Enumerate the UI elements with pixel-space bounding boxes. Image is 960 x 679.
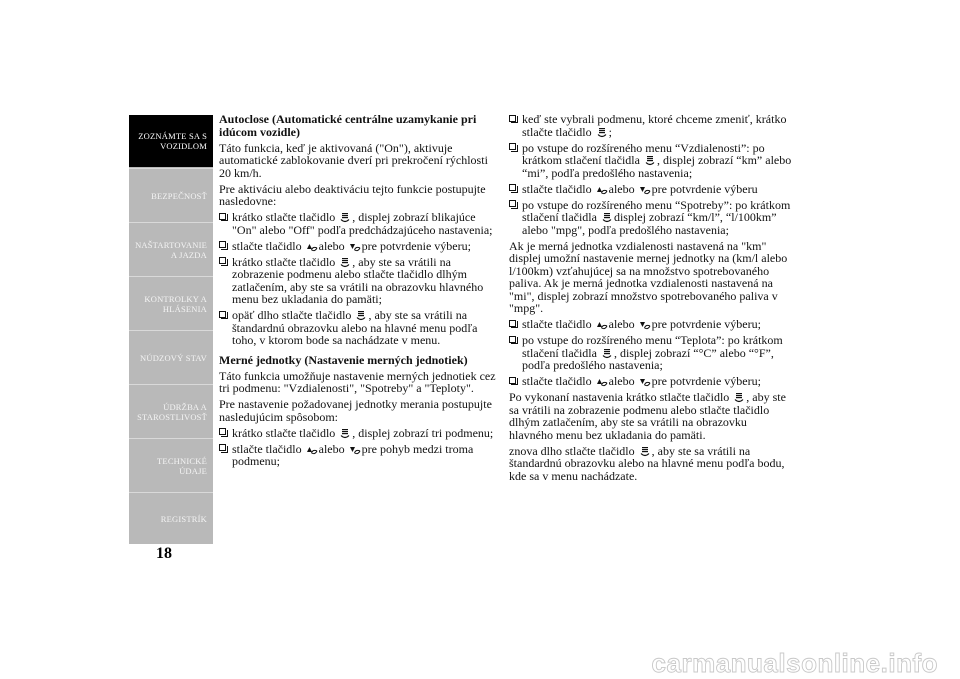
down-arrow-button-icon (349, 241, 361, 252)
section-heading-units: Merné jednotky (Nastavenie merných jednotiek) (219, 352, 468, 367)
section-heading-autoclose: Autoclose (Automatické centrálne uzamykanie pri idúcom vozidle) (219, 112, 477, 139)
checkbox-bullet-icon (219, 257, 226, 264)
down-arrow-button-icon (639, 184, 651, 195)
bullet-item: krátko stlačte tlačidlo , displej zobrazí blikajúce "On" alebo "Off" podľa predchádzajúceho nastavenia; (219, 211, 501, 236)
checkbox-bullet-icon (219, 241, 226, 248)
paragraph: Táto funkcia umožňuje nastavenie merných jednotiek cez tri podmenu: "Vzdialenosti", "Spotreby" a "Teploty". (219, 368, 496, 395)
page-number: 18 (156, 545, 172, 562)
bullet-item: keď ste vybrali podmenu, ktoré chceme zmeniť, krátko stlačte tlačidlo ; (509, 113, 793, 138)
bullet-item: stlačte tlačidlo alebo pre potvrdenie výberu (509, 183, 793, 196)
menu-button-icon (733, 392, 745, 403)
up-arrow-button-icon (306, 444, 318, 455)
menu-button-icon (601, 348, 613, 359)
down-arrow-button-icon (349, 444, 361, 455)
paragraph: Ak je merná jednotka vzdialenosti nastavená na "km" displej umožní nastavenie mernej jednotky na (km/l alebo l/100km) vzťahujúcej sa na množstvo spotrebovaného paliva. Ak je merná jednotka vzdialenosti nastavená na "mi", displej zobrazí množstvo spotrebovaného paliva v "mpg". (509, 238, 788, 315)
menu-button-icon (639, 446, 651, 457)
menu-button-icon (601, 212, 613, 223)
paragraph: Pre aktiváciu alebo deaktiváciu tejto funkcie postupujte nasledovne: (219, 181, 486, 208)
bullet-item: po vstupe do rozšíreného menu “Spotreby”: po krátkom stlačení tlačidla displej zobrazí “km/l”, “l/100km” alebo "mpg", podľa predošlého nastavenia; (509, 199, 793, 237)
checkbox-bullet-icon (509, 200, 516, 207)
bullet-item: opäť dlho stlačte tlačidlo , aby ste sa vrátili na štandardnú obrazovku alebo na hlavné menu podľa toho, v ktorom bode sa nachádzate v menu. (219, 309, 501, 347)
svg-text:carmanualsonline.info: carmanualsonline.info (651, 651, 938, 677)
chapter-tab-warnings[interactable]: KONTROLKY A HLÁSENIA (144, 293, 207, 314)
paragraph: Po vykonaní nastavenia krátko stlačte tlačidlo , aby ste sa vrátili na zobrazenie podmenu alebo stlačte tlačidlo dlhým zatlačením, aby ste sa vrátili na obrazovku hlavného menu bez ukladania do pamäti. (509, 390, 786, 442)
bullet-item: po vstupe do rozšíreného menu “Teplota”: po krátkom stlačení tlačidla , displej zobrazí “°C” alebo “°F”, podľa predošlého nastavenia; (509, 334, 793, 372)
chapter-tab-index[interactable]: REGISTRÍK (160, 513, 207, 524)
bullet-item: po vstupe do rozšíreného menu “Vzdialenosti”: po krátkom stlačení tlačidla , displej zobrazí “km” alebo “mi”, podľa predošlého nastavenia; (509, 142, 793, 180)
menu-button-icon (339, 257, 351, 268)
checkbox-bullet-icon (219, 428, 226, 435)
menu-button-icon (644, 155, 656, 166)
checkbox-bullet-icon (509, 320, 516, 327)
checkbox-bullet-icon (219, 444, 226, 451)
bullet-item: krátko stlačte tlačidlo , displej zobrazí tri podmenu; (219, 427, 501, 440)
up-arrow-button-icon (596, 184, 608, 195)
chapter-tab-starting[interactable]: NAŠTARTOVANIE A JAZDA (135, 239, 207, 260)
text-column-left (219, 113, 501, 471)
checkbox-bullet-icon (509, 184, 516, 191)
chapter-tab-safety[interactable]: BEZPEČNOSŤ (151, 190, 207, 201)
menu-button-icon (339, 428, 351, 439)
menu-button-icon (355, 310, 367, 321)
bullet-item: stlačte tlačidlo alebo pre potvrdenie výberu; (219, 240, 501, 253)
bullet-item: krátko stlačte tlačidlo , aby ste sa vrátili na zobrazenie podmenu alebo stlačte tlačidlo dlhým zatlačením, aby ste sa vrátili na obrazovku hlavného menu bez ukladania do pamäti; (219, 256, 501, 306)
chapter-tab-emergency[interactable]: NÚDZOVÝ STAV (140, 352, 207, 363)
chapter-tab-technical[interactable]: TECHNICKÉ ÚDAJE (157, 455, 207, 476)
checkbox-bullet-icon (509, 377, 516, 384)
down-arrow-button-icon (639, 319, 651, 330)
bullet-item: stlačte tlačidlo alebo pre potvrdenie výberu; (509, 318, 793, 331)
checkbox-bullet-icon (219, 213, 226, 220)
chapter-sidebar (129, 115, 213, 544)
text-column-right (509, 113, 793, 486)
watermark (0, 649, 960, 679)
up-arrow-button-icon (306, 241, 318, 252)
checkbox-bullet-icon (509, 115, 516, 122)
chapter-tab-intro[interactable]: ZOZNÁMTE SA S VOZIDLOM (129, 115, 213, 167)
checkbox-bullet-icon (509, 143, 516, 150)
down-arrow-button-icon (639, 376, 651, 387)
chapter-tab-maintenance[interactable]: ÚDRŽBA A STAROSTLIVOSŤ (137, 401, 207, 422)
checkbox-bullet-icon (509, 336, 516, 343)
up-arrow-button-icon (596, 376, 608, 387)
paragraph: Pre nastavenie požadovanej jednotky merania postupujte nasledujúcim spôsobom: (219, 397, 492, 424)
watermark-logo (378, 651, 938, 677)
menu-button-icon (339, 212, 351, 223)
paragraph: znova dlho stlačte tlačidlo , aby ste sa vrátili na štandardnú obrazovku alebo na hlavné menu podľa bodu, kde sa v menu nachádzate. (509, 443, 785, 483)
checkbox-bullet-icon (219, 311, 226, 318)
menu-button-icon (596, 127, 608, 138)
bullet-item: stlačte tlačidlo alebo pre pohyb medzi troma podmenu; (219, 443, 501, 468)
up-arrow-button-icon (596, 319, 608, 330)
paragraph: Táto funkcia, keď je aktivovaná ("On"), aktivuje automatické zablokovanie dverí pri prekročení rýchlosti 20 km/h. (219, 140, 488, 180)
bullet-item: stlačte tlačidlo alebo pre potvrdenie výberu; (509, 375, 793, 388)
